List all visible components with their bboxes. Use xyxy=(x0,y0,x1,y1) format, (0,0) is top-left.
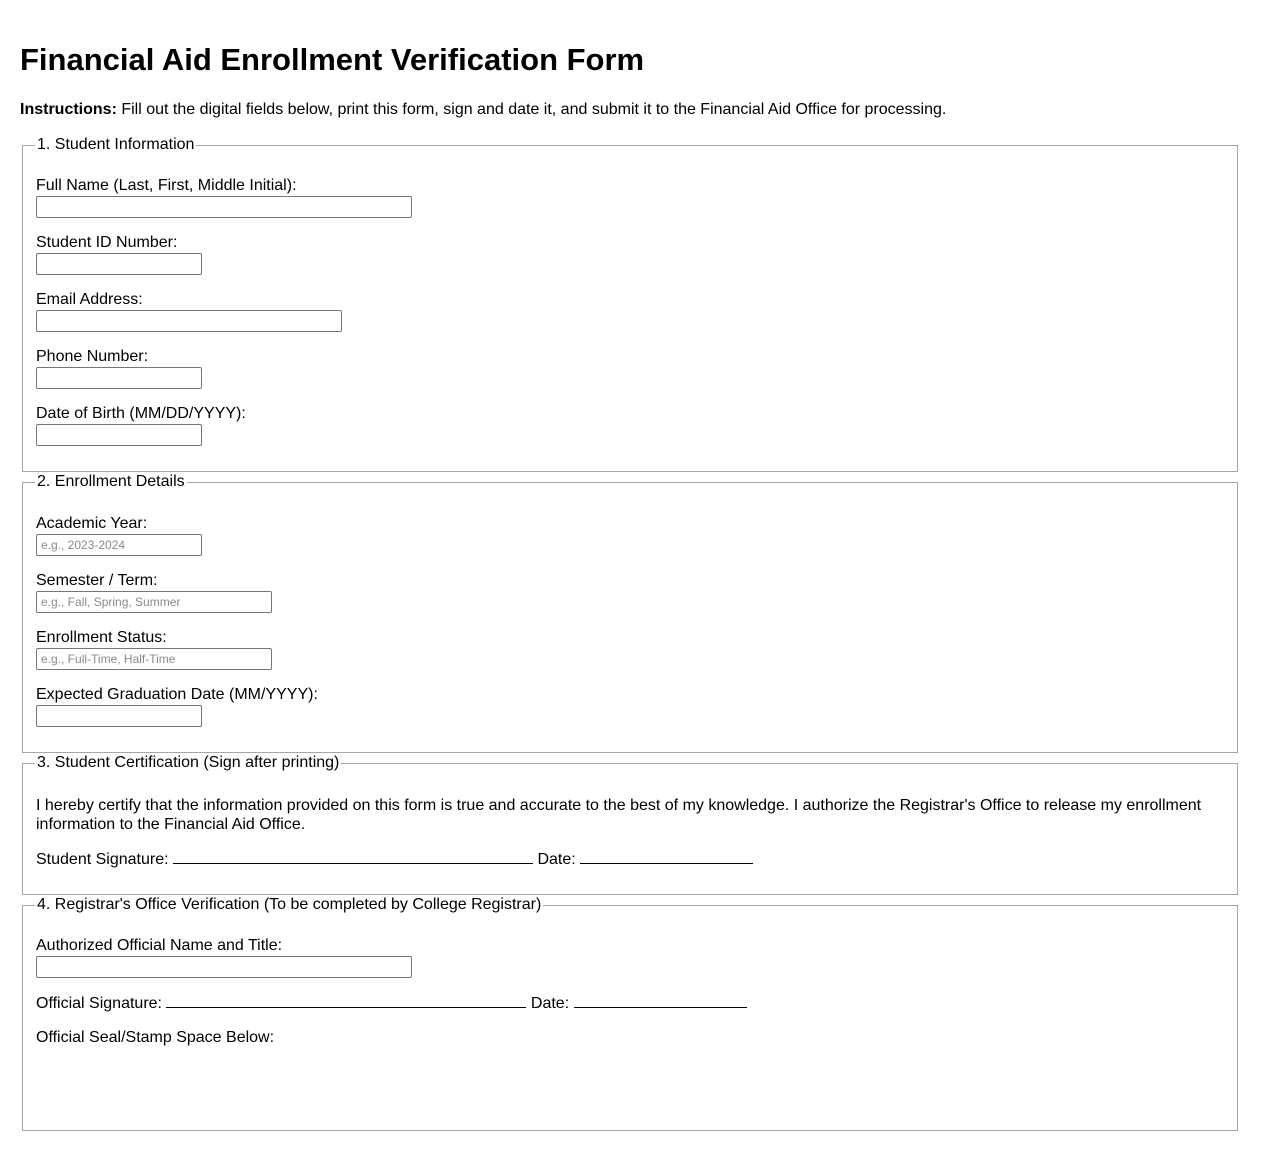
instructions xyxy=(20,100,946,120)
student-signature-blank xyxy=(173,849,533,864)
graduation-date-input[interactable] xyxy=(36,705,202,727)
student-signature-line xyxy=(36,849,753,870)
semester-label: Semester / Term: xyxy=(36,572,158,589)
section-legend: 1. Student Information xyxy=(37,136,195,153)
semester-input[interactable] xyxy=(36,591,272,613)
official-signature-line xyxy=(36,993,747,1014)
phone-input[interactable] xyxy=(36,367,202,389)
full-name-input[interactable] xyxy=(36,196,412,218)
student-id-label: Student ID Number: xyxy=(36,234,178,251)
instructions-label: Instructions: xyxy=(20,101,117,118)
page-title: Financial Aid Enrollment Verification Form xyxy=(20,42,645,77)
student-information-section xyxy=(22,136,1238,472)
official-date-label: Date: xyxy=(530,995,570,1012)
email-label: Email Address: xyxy=(36,291,143,308)
section-legend: 2. Enrollment Details xyxy=(37,473,185,490)
student-date-label: Date: xyxy=(537,851,576,868)
graduation-date-label: Expected Graduation Date (MM/YYYY): xyxy=(36,686,318,703)
official-name-input[interactable] xyxy=(36,956,412,978)
phone-label: Phone Number: xyxy=(36,348,149,365)
student-certification-section xyxy=(22,754,1238,895)
academic-year-label: Academic Year: xyxy=(36,515,148,532)
enrollment-status-label: Enrollment Status: xyxy=(36,629,167,646)
section-legend: 4. Registrar's Office Verification (To be completed by College Registrar) xyxy=(37,896,542,913)
email-input[interactable] xyxy=(36,310,342,332)
enrollment-details-section xyxy=(22,473,1238,753)
registrar-verification-section xyxy=(22,896,1238,1131)
dob-label: Date of Birth (MM/DD/YYYY): xyxy=(36,405,246,422)
student-date-blank xyxy=(580,849,753,864)
official-date-blank xyxy=(574,993,747,1008)
student-signature-label: Student Signature: xyxy=(36,851,169,868)
official-signature-blank xyxy=(166,993,526,1008)
certification-text: I hereby certify that the information provided on this form is true and accurate to the best of my knowledge. I authorize the Registrar's Office to release my enrollment information to the Financial Aid Office. xyxy=(36,797,1202,833)
academic-year-input[interactable] xyxy=(36,534,202,556)
instructions-text: Fill out the digital fields below, print this form, sign and date it, and submit it to the Financial Aid Office for processing. xyxy=(116,101,947,118)
student-id-input[interactable] xyxy=(36,253,202,275)
dob-input[interactable] xyxy=(36,424,202,446)
seal-label: Official Seal/Stamp Space Below: xyxy=(36,1029,275,1046)
official-name-label: Authorized Official Name and Title: xyxy=(36,937,283,954)
full-name-label: Full Name (Last, First, Middle Initial): xyxy=(36,177,297,194)
official-signature-label: Official Signature: xyxy=(36,995,162,1012)
section-legend: 3. Student Certification (Sign after printing) xyxy=(37,754,340,771)
enrollment-status-input[interactable] xyxy=(36,648,272,670)
